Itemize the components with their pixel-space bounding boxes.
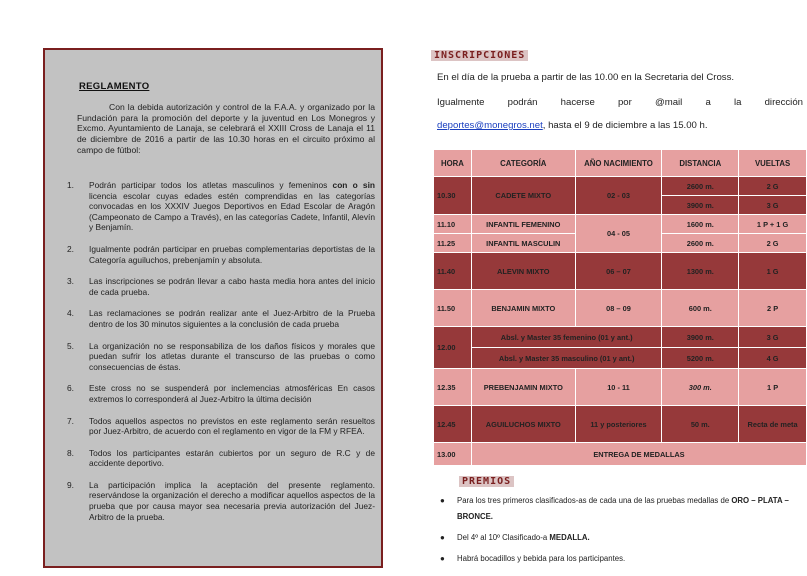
bullet-icon: ● [440,496,445,505]
table-header-row [434,150,807,177]
table-row: 12.35 PREBENJAMIN MIXTO 10 - 11 300 m. 1 P [434,369,807,406]
table-row: 11.50 BENJAMIN MIXTO 08 – 09 600 m. 2 P [434,290,807,327]
schedule-table [433,149,807,466]
table-row: 10.30 CADETE MIXTO 02 - 03 2600 m. 2 G [434,177,807,196]
bullet-icon: ● [440,533,445,542]
inscripciones-line-2: Igualmente podrán hacerse por @mail a la dirección [437,97,803,108]
reglamento-intro: Con la debida autorización y control de la F.A.A. y organizado por la Fundación para la promoción del deporte y la juventud en Los Monegros y Excmo. Ayuntamiento de Lanaja, se celebrará el XXIII Cross de Lanaja el 11 de diciembre de 2016 a partir de las 10.30 horas en el circuito próximo al campo de fútbol: [77,102,375,155]
table-row: 11.40 ALEVIN MIXTO 06 – 07 1300 m. 1 G [434,253,807,290]
reglamento-item: 8. Todos los participantes estarán cubiertos por un seguro de R.C y de accidente deportivo. [67,447,375,469]
table-row: Absl. y Master 35 masculino (01 y ant.) 5200 m. 4 G [434,348,807,369]
reglamento-list [67,180,375,533]
reglamento-item: 2. Igualmente podrán participar en pruebas complementarias deportistas de la Categoría aguiluchos, prebenjamín y absoluta. [67,243,375,265]
reglamento-item: 4. Las reclamaciones se podrán realizar ante el Juez-Arbitro de la Prueba dentro de los 30 minutos siguientes a la conclusión de cada prueba [67,308,375,329]
table-row: 3900 m. 3 G [434,196,807,215]
reglamento-item: 3. Las inscripciones se podrán llevar a cabo hasta media hora antes del inicio de cada prueba. [67,276,375,297]
list-item: ● Del 4º al 10º Clasificado-a MEDALLA. [440,530,800,546]
inscripciones-line-1: En el día de la prueba a partir de las 10.00 en la Secretaria del Cross. [437,72,735,83]
header-hora: HORA [434,150,472,177]
header-vueltas: VUELTAS [739,150,807,177]
header-distancia: DISTANCIA [662,150,739,177]
list-item: ● Para los tres primeros clasificados-as de cada una de las pruebas medallas de ORO – PLATA – BRONCE. [440,493,800,525]
premios-title: PREMIOS [459,476,514,487]
email-link[interactable]: deportes@monegros.net [437,120,543,131]
inscripciones-line-3: deportes@monegros.net, hasta el 9 de diciembre a las 15.00 h. [437,120,708,131]
reglamento-box [43,48,383,568]
table-row: 11.10 INFANTIL FEMENINO 04 - 05 1600 m. 1 P + 1 G [434,215,807,234]
bullet-icon: ● [440,554,445,563]
reglamento-item: 6. Este cross no se suspenderá por inclemencias atmosféricas En casos extremos lo corresponderá al Juez-Arbitro la última decisión [67,383,375,404]
header-categoria: CATEGORÍA [471,150,575,177]
table-row: 12.00 Absl. y Master 35 femenino (01 y ant.) 3900 m. 3 G [434,327,807,348]
reglamento-item: 1. Podrán participar todos los atletas masculinos y femeninos con o sin licencia escolar cuyas edades estén comprendidas en las categorías convocadas en los XXXIV Juegos Deportivos en Edad Escolar de Aragón (Campeonato de Campo a Través), en las categorías Cadete, Infantil, Alevín y Benjamín. [67,180,376,233]
premios-list [440,493,800,572]
reglamento-item: 7. Todos aquellos aspectos no previstos en este reglamento serán resueltos por Juez-Arbitro, de acuerdo con el reglamento en vigor de la FM y RFEA. [67,415,375,437]
table-row: 13.00 ENTREGA DE MEDALLAS [434,443,807,466]
header-anio: AÑO NACIMIENTO [575,150,662,177]
table-row: 12.45 AGUILUCHOS MIXTO 11 y posteriores 50 m. Recta de meta [434,406,807,443]
reglamento-item: 5. La organización no se responsabiliza de los daños físicos y morales que puedan sufrir los atletas durante el transcurso de las pruebas o como consecuencias de éstas. [67,340,375,372]
inscripciones-title: INSCRIPCIONES [431,50,528,61]
table-row: 11.25 INFANTIL MASCULIN 2600 m. 2 G [434,234,807,253]
reglamento-title: REGLAMENTO [79,81,150,92]
reglamento-item: 9. La participación implica la aceptación del presente reglamento. reservándose la organización el derecho a modificar aquellos aspectos de la prueba que por causa mayor sea necesaria previa autorización del Juez-Arbitro de la prueba. [67,479,375,522]
list-item: ● Habrá bocadillos y bebida para los participantes. [440,551,800,567]
